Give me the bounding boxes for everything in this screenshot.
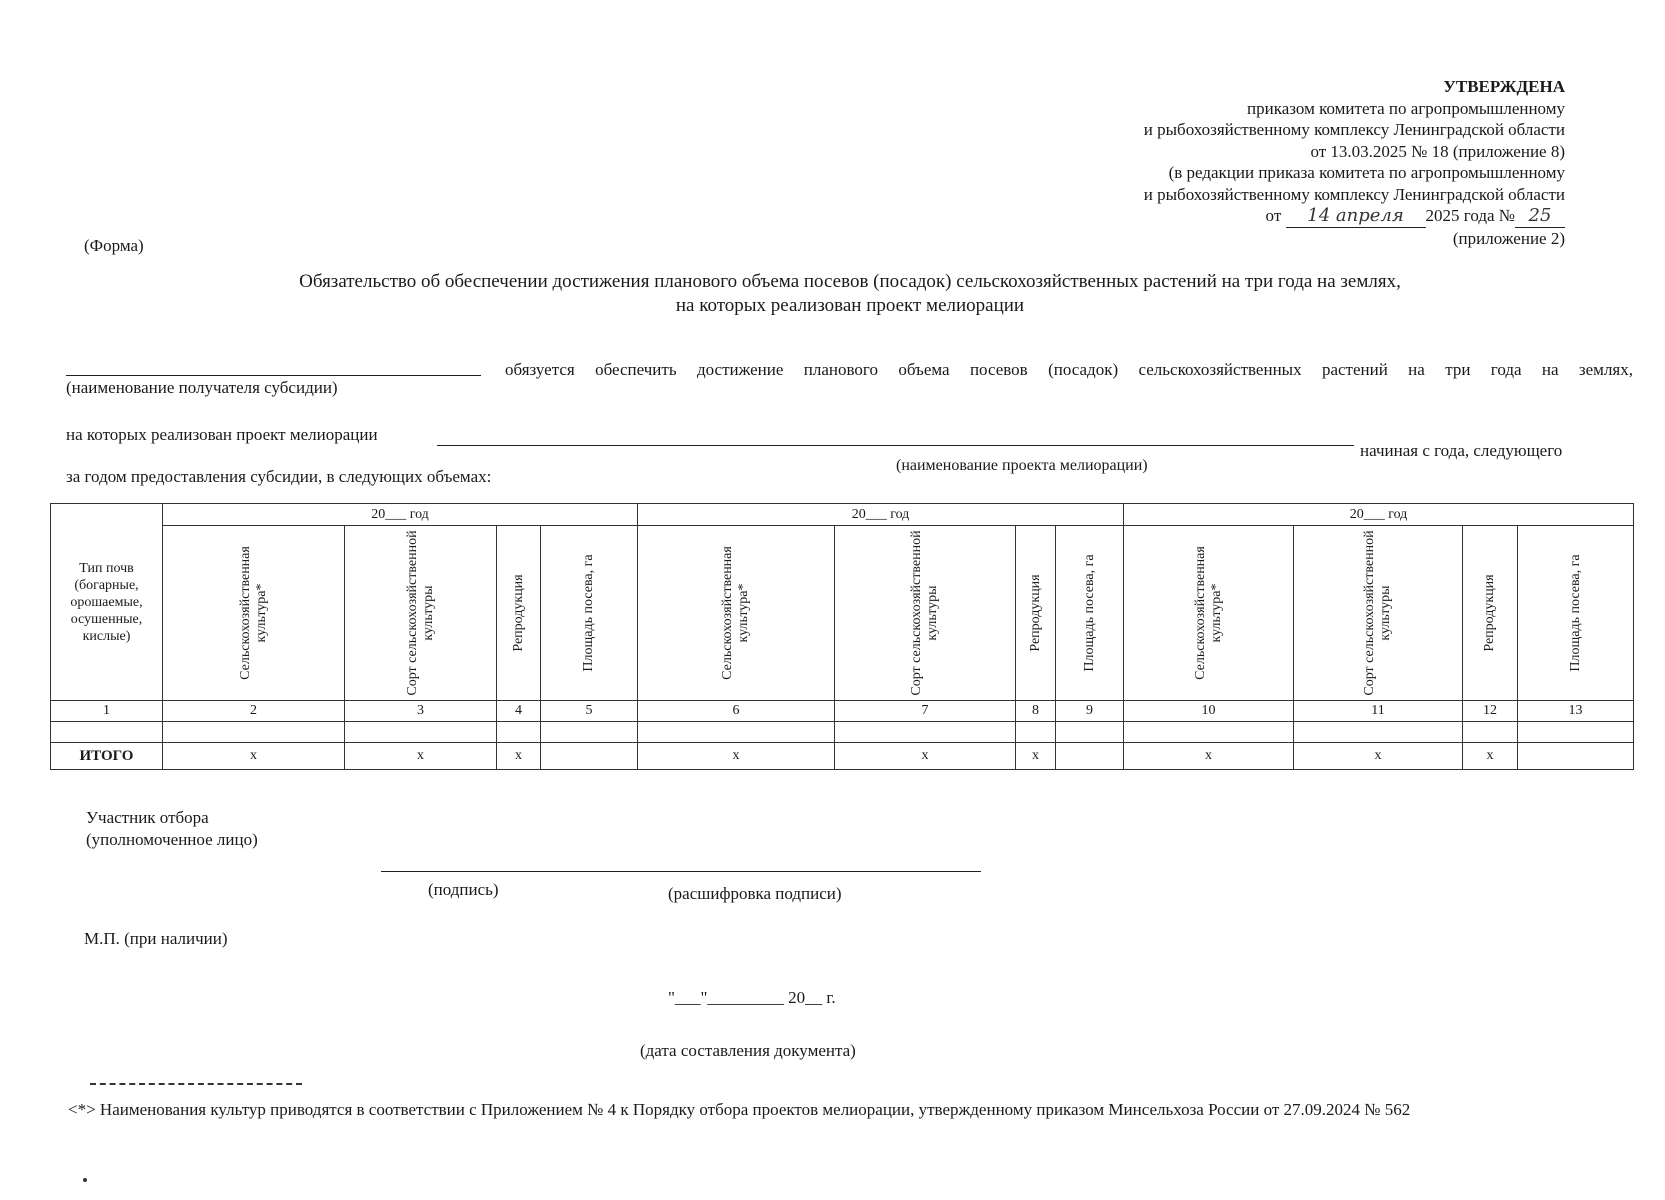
col-reproduction-y2: Репродукция: [1016, 526, 1056, 701]
document-date-field[interactable]: "___"_________ 20__ г.: [668, 988, 836, 1007]
col-reproduction-y1: Репродукция: [497, 526, 541, 701]
total-x-mark: x: [345, 743, 497, 770]
approval-line-3: от 13.03.2025 № 18 (приложение 8): [1310, 141, 1565, 161]
project-name-field[interactable]: [437, 445, 1354, 446]
table-year-row: [51, 504, 1634, 526]
table-cell[interactable]: [1124, 722, 1294, 743]
total-x-mark: x: [1294, 743, 1463, 770]
table-column-header-row: [51, 526, 1634, 701]
project-caption: (наименование проекта мелиорации): [896, 457, 1148, 474]
document-title-line-1: Обязательство об обеспечении достижения планового объема посевов (посадок) сельскохозяйственных растений на три года на землях,: [299, 271, 1401, 292]
recipient-caption: (наименование получателя субсидии): [66, 378, 338, 397]
col-crop-y2: Сельскохозяйственная культура*: [638, 526, 835, 701]
col-number: 4: [497, 701, 541, 722]
col-number: 8: [1016, 701, 1056, 722]
obligation-text: обязуется обеспечить достижение планового объема посевов (посадок) сельскохозяйственных растений на три года на землях,: [505, 360, 1633, 379]
col-number: 2: [163, 701, 345, 722]
col-number: 9: [1056, 701, 1124, 722]
col-crop-y1: Сельскохозяйственная культура*: [163, 526, 345, 701]
date-caption: (дата составления документа): [640, 1041, 856, 1060]
approval-line-1: приказом комитета по агропромышленному: [1247, 98, 1565, 118]
col-variety-y3: Сорт сельскохозяйственной культуры: [1294, 526, 1463, 701]
col-reproduction-y3: Репродукция: [1463, 526, 1518, 701]
col-number: 7: [835, 701, 1016, 722]
handwritten-number: 25: [1515, 205, 1565, 228]
continuation-text: за годом предоставления субсидии, в следующих объемах:: [66, 467, 492, 486]
total-area-cell[interactable]: [1518, 743, 1634, 770]
col-number: 3: [345, 701, 497, 722]
approval-line-4: (в редакции приказа комитета по агропромышленному: [1168, 163, 1565, 182]
total-x-mark: x: [497, 743, 541, 770]
approval-title: УТВЕРЖДЕНА: [1443, 77, 1565, 96]
col-area-y1: Площадь посева, га: [541, 526, 638, 701]
total-x-mark: x: [1463, 743, 1518, 770]
form-label: (Форма): [84, 236, 144, 255]
table-cell[interactable]: [638, 722, 835, 743]
approval-year-text: 2025 года №: [1425, 206, 1515, 225]
stamp-label: М.П. (при наличии): [84, 929, 228, 948]
table-cell[interactable]: [1463, 722, 1518, 743]
table-cell[interactable]: [541, 722, 638, 743]
document-title-line-2: на которых реализован проект мелиорации: [675, 295, 1025, 316]
soil-type-header: Тип почв (богарные, орошаемые, осушенные, кислые): [51, 504, 163, 701]
scan-dot: [83, 1178, 87, 1182]
table-cell[interactable]: [835, 722, 1016, 743]
col-number: 6: [638, 701, 835, 722]
total-x-mark: x: [835, 743, 1016, 770]
year-2-header: 20___ год: [638, 504, 1124, 526]
approval-line-5: и рыбохозяйственному комплексу Ленинградской области: [1143, 184, 1565, 204]
total-x-mark: x: [638, 743, 835, 770]
approval-block: [1005, 76, 1565, 249]
col-crop-y3: Сельскохозяйственная культура*: [1124, 526, 1294, 701]
approval-line-2: и рыбохозяйственному комплексу Ленинградской области: [1143, 120, 1565, 139]
table-cell[interactable]: [51, 722, 163, 743]
table-row: [51, 722, 1634, 743]
table-cell[interactable]: [497, 722, 541, 743]
total-x-mark: x: [1124, 743, 1294, 770]
signature-caption: (подпись): [428, 880, 499, 899]
col-area-y2: Площадь посева, га: [1056, 526, 1124, 701]
col-number: 1: [51, 701, 163, 722]
table-cell[interactable]: [345, 722, 497, 743]
col-variety-y1: Сорт сельскохозяйственной культуры: [345, 526, 497, 701]
total-x-mark: x: [163, 743, 345, 770]
col-number: 12: [1463, 701, 1518, 722]
handwritten-date: 14 апреля: [1286, 205, 1426, 228]
decipher-caption: (расшифровка подписи): [668, 884, 842, 903]
document-title: [210, 270, 1490, 318]
signature-field[interactable]: [381, 871, 981, 872]
col-number: 10: [1124, 701, 1294, 722]
table-cell[interactable]: [1518, 722, 1634, 743]
col-number: 11: [1294, 701, 1463, 722]
col-number: 13: [1518, 701, 1634, 722]
signatory-sublabel: (уполномоченное лицо): [86, 830, 258, 849]
approval-line-7: (приложение 2): [1452, 228, 1565, 248]
approval-date-prefix: от: [1265, 206, 1282, 225]
approval-line-6: [1005, 205, 1565, 228]
signatory-label: Участник отбора: [86, 808, 209, 827]
table-cell[interactable]: [1056, 722, 1124, 743]
col-number: 5: [541, 701, 638, 722]
col-variety-y2: Сорт сельскохозяйственной культуры: [835, 526, 1016, 701]
project-suffix: начиная с года, следующего: [1360, 441, 1563, 460]
crops-plan-table: [50, 503, 1634, 770]
table-total-row: [51, 743, 1634, 770]
table-cell[interactable]: [163, 722, 345, 743]
total-label: ИТОГО: [51, 743, 163, 770]
table-number-row: [51, 701, 1634, 722]
col-area-y3: Площадь посева, га: [1518, 526, 1634, 701]
year-1-header: 20___ год: [163, 504, 638, 526]
table-cell[interactable]: [1016, 722, 1056, 743]
project-prefix: на которых реализован проект мелиорации: [66, 425, 378, 444]
table-cell[interactable]: [1294, 722, 1463, 743]
total-area-cell[interactable]: [1056, 743, 1124, 770]
total-x-mark: x: [1016, 743, 1056, 770]
recipient-name-field[interactable]: [66, 375, 481, 376]
footnote-text: <*> Наименования культур приводятся в соответствии с Приложением № 4 к Порядку отбора проектов мелиорации, утвержденному приказом Минсельхоза России от 27.09.2024 № 562: [68, 1100, 1411, 1119]
year-3-header: 20___ год: [1124, 504, 1634, 526]
footnote-separator: [90, 1083, 302, 1085]
total-area-cell[interactable]: [541, 743, 638, 770]
